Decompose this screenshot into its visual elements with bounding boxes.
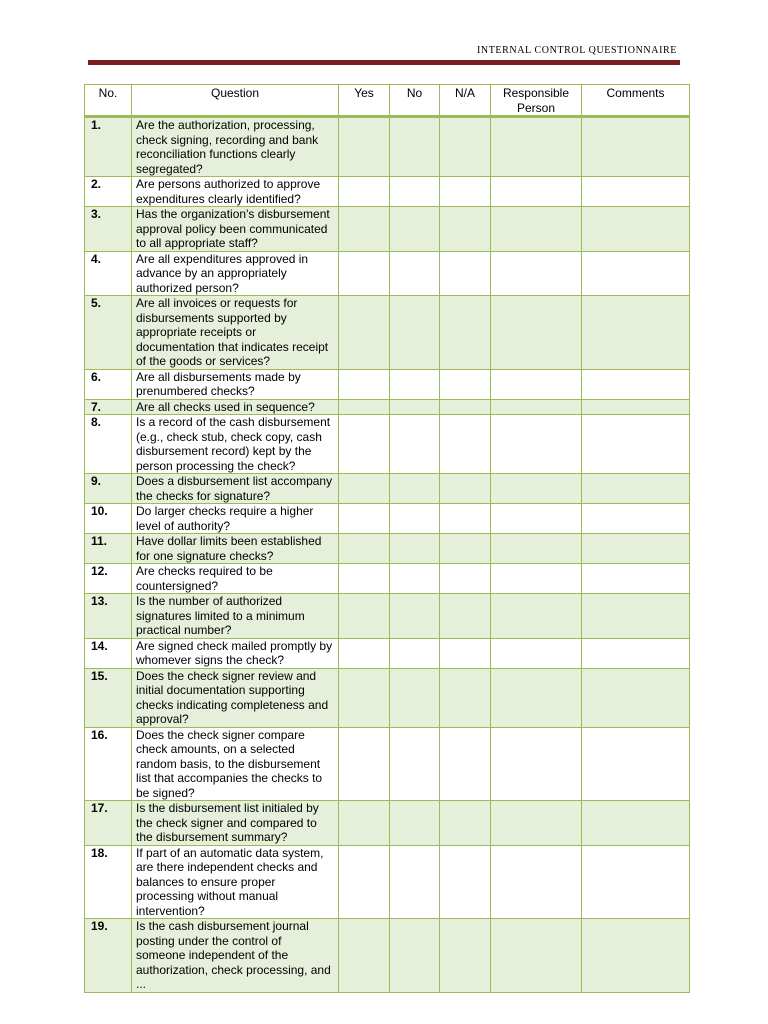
responsible-person-cell[interactable] [491,117,582,177]
table-row [85,474,690,504]
document-title: INTERNAL CONTROL QUESTIONNAIRE [476,45,677,56]
na-cell[interactable] [440,564,491,594]
yes-cell[interactable] [339,668,390,727]
table-header-row [85,85,690,117]
na-cell[interactable] [440,594,491,639]
question-number: 5. [85,296,132,370]
na-cell[interactable] [440,727,491,801]
comments-cell[interactable] [582,296,690,370]
question-text: Is the cash disbursement journal posting under the control of someone independent of the authorization, check processing, and ... [132,919,339,993]
responsible-person-cell[interactable] [491,919,582,993]
yes-cell[interactable] [339,207,390,252]
na-cell[interactable] [440,504,491,534]
header-divider [88,60,680,65]
responsible-person-cell[interactable] [491,177,582,207]
no-cell[interactable] [390,207,440,252]
yes-cell[interactable] [339,369,390,399]
question-number: 14. [85,638,132,668]
na-cell[interactable] [440,251,491,296]
no-cell[interactable] [390,117,440,177]
responsible-person-cell[interactable] [491,668,582,727]
no-cell[interactable] [390,594,440,639]
question-number: 6. [85,369,132,399]
question-number: 16. [85,727,132,801]
no-cell[interactable] [390,801,440,846]
table-row [85,564,690,594]
responsible-person-cell[interactable] [491,534,582,564]
column-header-na: N/A [440,85,491,117]
table-row [85,117,690,177]
responsible-person-cell[interactable] [491,594,582,639]
question-text: Are checks required to be countersigned? [132,564,339,594]
question-number: 13. [85,594,132,639]
yes-cell[interactable] [339,504,390,534]
yes-cell[interactable] [339,564,390,594]
question-text: Do larger checks require a higher level of authority? [132,504,339,534]
question-number: 8. [85,415,132,474]
yes-cell[interactable] [339,727,390,801]
comments-cell[interactable] [582,504,690,534]
comments-cell[interactable] [582,727,690,801]
yes-cell[interactable] [339,474,390,504]
yes-cell[interactable] [339,177,390,207]
no-cell[interactable] [390,415,440,474]
question-text: Are all expenditures approved in advance by an appropriately authorized person? [132,251,339,296]
no-cell[interactable] [390,369,440,399]
table-row [85,638,690,668]
question-text: Are the authorization, processing, check signing, recording and bank reconciliation functions clearly segregated? [132,117,339,177]
question-number: 2. [85,177,132,207]
no-cell[interactable] [390,251,440,296]
question-text: Are persons authorized to approve expenditures clearly identified? [132,177,339,207]
table-row [85,415,690,474]
question-text: Is the disbursement list initialed by the check signer and compared to the disbursement summary? [132,801,339,846]
table-row [85,369,690,399]
question-text: Is the number of authorized signatures limited to a minimum practical number? [132,594,339,639]
na-cell[interactable] [440,638,491,668]
question-text: If part of an automatic data system, are there independent checks and balances to ensure proper processing without manual intervention? [132,845,339,919]
comments-cell[interactable] [582,399,690,415]
comments-cell[interactable] [582,251,690,296]
no-cell[interactable] [390,474,440,504]
question-text: Are all disbursements made by prenumbered checks? [132,369,339,399]
comments-cell[interactable] [582,638,690,668]
responsible-person-cell[interactable] [491,415,582,474]
na-cell[interactable] [440,177,491,207]
yes-cell[interactable] [339,251,390,296]
yes-cell[interactable] [339,638,390,668]
comments-cell[interactable] [582,534,690,564]
table-row [85,177,690,207]
table-row [85,207,690,252]
question-number: 7. [85,399,132,415]
table-row [85,919,690,993]
na-cell[interactable] [440,415,491,474]
comments-cell[interactable] [582,117,690,177]
comments-cell[interactable] [582,369,690,399]
no-cell[interactable] [390,504,440,534]
question-number: 15. [85,668,132,727]
question-number: 19. [85,919,132,993]
responsible-person-cell[interactable] [491,564,582,594]
no-cell[interactable] [390,534,440,564]
question-text: Does the check signer compare check amounts, on a selected random basis, to the disbursement list that accompanies the checks to be signed? [132,727,339,801]
table-row [85,594,690,639]
question-number: 4. [85,251,132,296]
question-number: 12. [85,564,132,594]
question-text: Does the check signer review and initial documentation supporting checks indicating completeness and approval? [132,668,339,727]
question-number: 10. [85,504,132,534]
table-row [85,845,690,919]
column-header-no-answer: No [390,85,440,117]
responsible-person-cell[interactable] [491,845,582,919]
question-text: Is a record of the cash disbursement (e.g., check stub, check copy, cash disbursement record) kept by the person processing the check? [132,415,339,474]
responsible-person-cell[interactable] [491,296,582,370]
na-cell[interactable] [440,919,491,993]
comments-cell[interactable] [582,177,690,207]
comments-cell[interactable] [582,668,690,727]
table-row [85,296,690,370]
responsible-person-cell[interactable] [491,504,582,534]
question-text: Are all checks used in sequence? [132,399,339,415]
no-cell[interactable] [390,668,440,727]
yes-cell[interactable] [339,117,390,177]
na-cell[interactable] [440,845,491,919]
table-row [85,727,690,801]
na-cell[interactable] [440,474,491,504]
no-cell[interactable] [390,638,440,668]
table-row [85,801,690,846]
questionnaire-table [84,84,690,993]
yes-cell[interactable] [339,919,390,993]
no-cell[interactable] [390,177,440,207]
column-header-no: No. [85,85,132,117]
responsible-person-cell[interactable] [491,727,582,801]
na-cell[interactable] [440,668,491,727]
question-text: Are signed check mailed promptly by whomever signs the check? [132,638,339,668]
na-cell[interactable] [440,296,491,370]
no-cell[interactable] [390,727,440,801]
column-header-yes: Yes [339,85,390,117]
no-cell[interactable] [390,399,440,415]
table-row [85,399,690,415]
comments-cell[interactable] [582,594,690,639]
question-number: 3. [85,207,132,252]
na-cell[interactable] [440,534,491,564]
yes-cell[interactable] [339,801,390,846]
column-header-question: Question [132,85,339,117]
na-cell[interactable] [440,801,491,846]
table-row [85,668,690,727]
responsible-person-cell[interactable] [491,251,582,296]
no-cell[interactable] [390,564,440,594]
question-text: Have dollar limits been established for one signature checks? [132,534,339,564]
question-number: 11. [85,534,132,564]
comments-cell[interactable] [582,845,690,919]
question-number: 18. [85,845,132,919]
yes-cell[interactable] [339,534,390,564]
yes-cell[interactable] [339,296,390,370]
responsible-person-cell[interactable] [491,801,582,846]
question-text: Has the organization's disbursement approval policy been communicated to all appropriate staff? [132,207,339,252]
comments-cell[interactable] [582,415,690,474]
responsible-person-cell[interactable] [491,399,582,415]
comments-cell[interactable] [582,564,690,594]
question-number: 1. [85,117,132,177]
na-cell[interactable] [440,117,491,177]
table-row [85,504,690,534]
comments-cell[interactable] [582,207,690,252]
yes-cell[interactable] [339,415,390,474]
table-row [85,251,690,296]
question-number: 9. [85,474,132,504]
no-cell[interactable] [390,919,440,993]
no-cell[interactable] [390,296,440,370]
table-row [85,534,690,564]
responsible-person-cell[interactable] [491,638,582,668]
responsible-person-cell[interactable] [491,369,582,399]
responsible-person-cell[interactable] [491,474,582,504]
no-cell[interactable] [390,845,440,919]
na-cell[interactable] [440,207,491,252]
responsible-person-cell[interactable] [491,207,582,252]
question-number: 17. [85,801,132,846]
column-header-comments: Comments [582,85,690,117]
yes-cell[interactable] [339,845,390,919]
na-cell[interactable] [440,399,491,415]
yes-cell[interactable] [339,594,390,639]
comments-cell[interactable] [582,919,690,993]
yes-cell[interactable] [339,399,390,415]
comments-cell[interactable] [582,801,690,846]
question-text: Does a disbursement list accompany the checks for signature? [132,474,339,504]
comments-cell[interactable] [582,474,690,504]
na-cell[interactable] [440,369,491,399]
question-text: Are all invoices or requests for disbursements supported by appropriate receipts or documentation that indicates receipt of the goods or services? [132,296,339,370]
column-header-responsible-person: Responsible Person [491,85,582,117]
